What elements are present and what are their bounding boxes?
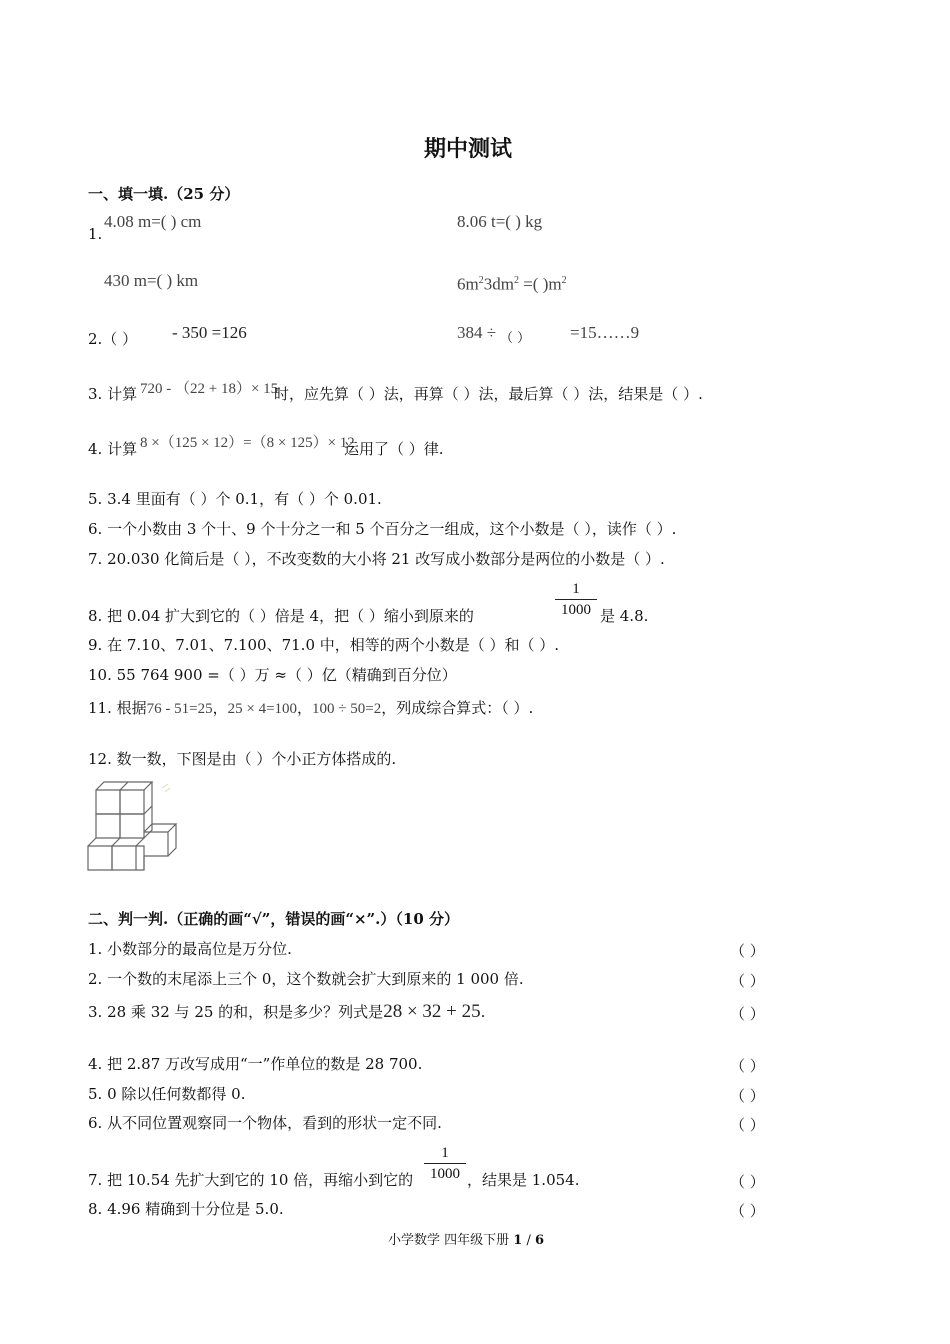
judge-item-3 <box>88 1003 485 1021</box>
q10: 10. 55 764 900 =（ ）万 ≈（ ）亿（精确到百分位） <box>88 666 457 684</box>
footer-text: 小学数学 四年级下册 <box>388 1233 510 1248</box>
answer-paren-1[interactable]: （ ） <box>730 942 765 960</box>
q8-frac-num: 1 <box>572 581 580 597</box>
q1-d-mid: 3dm <box>483 274 514 294</box>
footer-sep: / <box>526 1233 531 1248</box>
q8-post: 是 4.8. <box>600 607 649 625</box>
footer-total: 6 <box>535 1233 545 1248</box>
answer-paren-4[interactable]: （ ） <box>730 1057 765 1075</box>
q1-d-exp2: 2 <box>513 275 519 286</box>
footer-page: 1 <box>513 1233 523 1248</box>
q8-fraction <box>555 580 597 619</box>
judge-item-7-post: ，结果是 1.054. <box>467 1171 580 1189</box>
judge-item-2: 2. 一个数的末尾添上三个 0，这个数就会扩大到原来的 1 000 倍. <box>88 970 524 988</box>
item7-frac-den: 1000 <box>430 1166 460 1182</box>
q11-pre-text: 11. 根据 <box>88 699 147 717</box>
page-footer <box>388 1232 544 1250</box>
item7-fraction <box>424 1144 466 1183</box>
page-title: 期中测试 <box>424 136 513 162</box>
q1-c: 430 m=( ) km <box>104 271 199 290</box>
q1-a: 4.08 m=( ) cm <box>104 212 202 231</box>
answer-paren-2[interactable]: （ ） <box>730 972 765 990</box>
q11-post: ，列成综合算式：（ ）. <box>381 699 534 717</box>
q3-expr: 720 - （22 + 18）× 15 <box>140 381 279 397</box>
q5: 5. 3.4 里面有（ ）个 0.1，有（ ）个 0.01. <box>88 490 382 508</box>
answer-paren-7[interactable]: （ ） <box>730 1173 765 1191</box>
judge-item-3-text: 3. 28 乘 32 与 25 的和，积是多少？列式是 <box>88 1003 384 1021</box>
q1-b: 8.06 t=( ) kg <box>457 212 543 231</box>
judge-item-8: 8. 4.96 精确到十分位是 5.0. <box>88 1200 284 1218</box>
q1-d-exp3: 2 <box>561 275 567 286</box>
q7: 7. 20.030 化简后是（ ），不改变数的大小将 21 改写成小数部分是两位的小数是（ ）. <box>88 550 665 568</box>
q12: 12. 数一数，下图是由（ ）个小正方体搭成的. <box>88 750 397 768</box>
q11-sep2: ， <box>297 699 313 717</box>
item7-frac-num: 1 <box>441 1145 449 1161</box>
q2-prefix: 2.（ ） <box>88 330 138 348</box>
q1-number: 1. <box>88 225 103 243</box>
q4-expr: 8 ×（125 × 12）=（8 × 125）× 12 <box>140 435 355 451</box>
q3-prefix: 3. 计算 <box>88 385 138 403</box>
q1-d <box>457 272 567 294</box>
q4-prefix: 4. 计算 <box>88 440 138 458</box>
q11-expr2: 25 × 4=100 <box>227 701 298 717</box>
judge-item-5: 5. 0 除以任何数都得 0. <box>88 1085 246 1103</box>
q11-sep1: ， <box>212 699 228 717</box>
q2-b-pre: 384 ÷ <box>457 323 497 342</box>
answer-paren-3[interactable]: （ ） <box>730 1005 765 1023</box>
judge-item-7: 7. 把 10.54 先扩大到它的 10 倍，再缩小到它的 <box>88 1171 414 1189</box>
q11-expr1: 76 - 51=25 <box>146 701 213 717</box>
judge-item-4: 4. 把 2.87 万改写成用“一”作单位的数是 28 700. <box>88 1055 423 1073</box>
q2-b-paren: （ ） <box>500 331 531 346</box>
judge-item-3-expr: 28 × 32 + 25 <box>383 1001 481 1022</box>
judge-item-6: 6. 从不同位置观察同一个物体，看到的形状一定不同. <box>88 1114 442 1132</box>
q9: 9. 在 7.10、7.01、7.100、71.0 中，相等的两个小数是（ ）和（ ）. <box>88 636 560 654</box>
q11-pre <box>88 699 533 718</box>
q11-expr3: 100 ÷ 50=2 <box>312 701 382 717</box>
q2-b-post: =15……9 <box>570 323 640 342</box>
cube-stack-figure <box>86 778 186 874</box>
q1-d-base: 6m <box>457 274 479 294</box>
answer-paren-5[interactable]: （ ） <box>730 1087 765 1105</box>
judge-item-3-end: . <box>480 1003 486 1021</box>
answer-paren-8[interactable]: （ ） <box>730 1202 765 1220</box>
answer-paren-6[interactable]: （ ） <box>730 1116 765 1134</box>
q3-suffix: 时，应先算（ ）法，再算（ ）法，最后算（ ）法，结果是（ ）. <box>274 385 703 403</box>
q6: 6. 一个小数由 3 个十、9 个十分之一和 5 个百分之一组成，这个小数是（ ），读作（ ）. <box>88 520 677 538</box>
q4-suffix: 运用了（ ）律. <box>344 440 444 458</box>
q2-expr-a: - 350 =126 <box>172 323 247 342</box>
q8-frac-den: 1000 <box>561 602 591 618</box>
q1-d-exp1: 2 <box>478 275 484 286</box>
section2-heading: 二、判一判.（正确的画“√”，错误的画“×”.）（10 分） <box>88 910 459 928</box>
judge-item-1: 1. 小数部分的最高位是万分位. <box>88 940 292 958</box>
section1-heading: 一、填一填.（25 分） <box>88 185 240 203</box>
q8-pre: 8. 把 0.04 扩大到它的（ ）倍是 4，把（ ）缩小到原来的 <box>88 607 474 625</box>
q1-d-tail: =( )m <box>518 274 562 294</box>
